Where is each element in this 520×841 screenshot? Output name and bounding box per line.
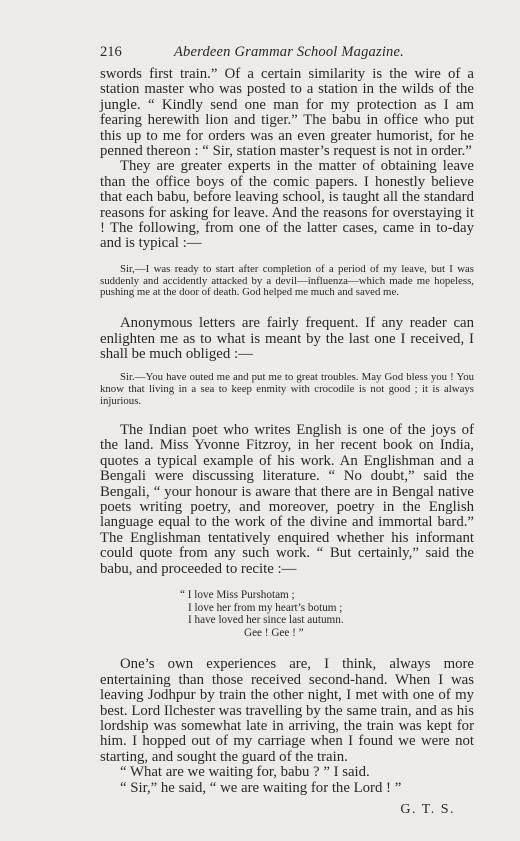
paragraph-jodhpur: One’s own experiences are, I think, always more entertaining than those received second-hand. When I was leaving Jodhpur by train the other night, I met with one of my best. Lord Ilchester was travelling by the same train, and as his lordship was somewhat late in arriving, the train was kept for him. I hopped out of my carriage when I found we were not starting, and sought the guard of the train.	[100, 656, 474, 765]
page-number: 216	[100, 44, 122, 60]
paragraph-leave: They are greater experts in the matter of obtaining leave than the office boys of the comic papers. I honestly believe that each babu, before leaving school, is taught all the standard reasons for asking for leave. And the reasons for overstaying it ! The following, from one of the latter cases, came in to-day and is typical :—	[100, 158, 474, 252]
poem-line: I have loved her since last autumn.	[188, 614, 344, 627]
article-body	[100, 67, 474, 818]
author-signature: G. T. S.	[400, 801, 455, 817]
paragraph-question: “ What are we waiting for, babu ? ” I said.	[120, 764, 370, 781]
poem-quote	[180, 589, 474, 639]
paragraph-indian-poet: The Indian poet who writes English is one of the joys of the land. Miss Yvonne Fitzroy, in her recent book on India, quotes a typical example of his work. An Englishman and a Bengali were discussing literature. “ No doubt,” said the Bengali, “ your honour is aware that there are in Bengal native poets writing poetry, and moreover, poetry in the English language equal to the work of the divine and immortal bard.” The Englishman tentatively enquired whether his informant could quote from any such work. “ But certainly,” said the babu, and proceeded to recite :—	[100, 421, 474, 577]
poem-line: “ I love Miss Purshotam ;	[180, 588, 295, 601]
paragraph-anonymous-letters: Anonymous letters are fairly frequent. If any reader can enlighten me as to what is meant by the last one I received, I shall be much obliged :—	[100, 315, 474, 363]
poem-line: Gee ! Gee ! ”	[244, 626, 304, 639]
running-title: Aberdeen Grammar School Magazine.	[174, 44, 404, 60]
page-header	[100, 44, 474, 64]
quoted-letter-leave: Sir,—I was ready to start after completion of a period of my leave, but I was suddenly and accidently attacked by a devil—influenza—which made me hopeless, pushing me at the door of death. God helped me much and saved me.	[100, 262, 474, 299]
paragraph-station-master: swords first train.” Of a certain similarity is the wire of a station master who was posted to a station in the wilds of the jungle. “ Kindly send one man for my protection as I am fearing herewith lion and tiger.” The babu in office who put this up to me for orders was an even greater humorist, for he penned thereon : “ Sir, station master’s request is not in order.”	[100, 66, 474, 160]
quoted-letter-anonymous: Sir.—You have outed me and put me to great troubles. May God bless you ! You know that living in a sea to keep enmity with crocodile is not good ; it is always injurious.	[100, 371, 474, 408]
paragraph-answer: “ Sir,” he said, “ we are waiting for the Lord ! ”	[120, 779, 402, 796]
poem-line: I love her from my heart’s botum ;	[188, 601, 343, 614]
